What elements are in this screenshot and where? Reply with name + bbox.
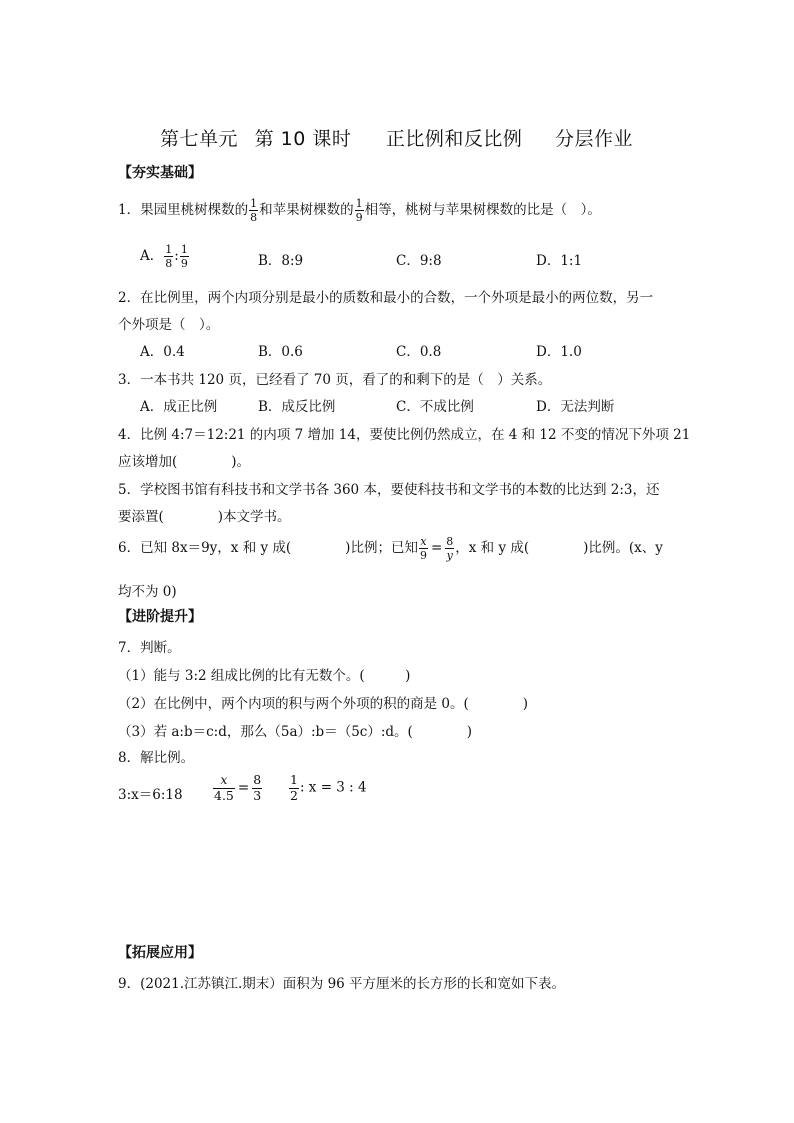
- title-topic: 正比例和反比例: [385, 128, 523, 150]
- question-8-head: 8．解比例。: [118, 750, 195, 766]
- q3-option-d: D．无法判断: [536, 399, 615, 415]
- question-3: 3．一本书共 120 页，已经看了 70 页，看了的和剩下的是（ ）关系。: [118, 372, 552, 388]
- equation-3: $\frac{1}{2}$ : x = 3 : 4: [290, 772, 367, 803]
- question-2-line-1: 2．在比例里，两个内项分别是最小的质数和最小的合数，一个外项是最小的两位数，另一: [118, 290, 654, 306]
- section-heading-extension: 【拓展应用】: [118, 945, 202, 961]
- page-title: [160, 124, 633, 151]
- section-heading-advanced: 【进阶提升】: [118, 609, 202, 625]
- question-7-item-1: （1）能与 3:2 组成比例的比有无数个。( ): [118, 668, 411, 684]
- q2-option-c: C．0.8: [396, 344, 442, 360]
- title-unit: 第七单元: [160, 128, 239, 150]
- fraction: $\frac{8}{y}$: [446, 535, 454, 562]
- fraction: $\frac{1}{8}$: [250, 197, 258, 224]
- section-heading-basic: 【夯实基础】: [118, 165, 202, 181]
- question-1: 1．果园里桃树棵数的 $\frac{1}{8}$ 和苹果树棵数的 $\frac{1}{9}$ 相等，桃树与苹果树棵数的比是（ ）。: [118, 197, 601, 224]
- equation-2: $\frac{x}{4.5}$ = $\frac{8}{3}$: [214, 772, 262, 803]
- q2-option-b: B．0.6: [258, 344, 303, 360]
- q1-option-b: B．8:9: [258, 253, 304, 269]
- question-2-line-2: 个外项是（ ）。: [118, 317, 220, 333]
- q3-option-b: B．成反比例: [258, 399, 336, 415]
- question-7-item-3: （3）若 a:b＝c:d，那么（5a）:b＝（5c）:d。( ): [118, 724, 473, 740]
- question-7-head: 7．判断。: [118, 640, 181, 656]
- fraction: $\frac{x}{9}$: [419, 535, 427, 562]
- q3-option-a: A．成正比例: [140, 399, 218, 415]
- q1-option-d: D．1:1: [536, 253, 583, 269]
- question-4-line-1: 4．比例 4:7＝12:21 的内项 7 增加 14，要使比例仍然成立，在 4 和 12 不变的情况下外项 21: [118, 427, 691, 443]
- q2-option-a: A．0.4: [140, 344, 185, 360]
- q3-option-c: C．不成比例: [396, 399, 474, 415]
- q1-option-a: A． $\frac{1}{8}$ : $\frac{1}{9}$: [140, 243, 188, 270]
- fraction: $\frac{1}{9}$: [355, 197, 363, 224]
- question-5-line-2: 要添置( )本文学书。: [118, 509, 291, 525]
- question-6-line-1: 6．已知 8x＝9y，x 和 y 成( )比例；已知 $\frac{x}{9}$ = $\frac{8}{y}$ ，x 和 y 成( )比例。(x、y: [118, 535, 663, 562]
- question-5-line-1: 5．学校图书馆有科技书和文学书各 360 本，要使科技书和文学书的本数的比达到 2:3，还: [118, 482, 660, 498]
- question-4-line-2: 应该增加( )。: [118, 454, 251, 470]
- question-9: 9．(2021.江苏镇江.期末）面积为 96 平方厘米的长方形的长和宽如下表。: [118, 976, 566, 992]
- q2-option-d: D．1.0: [536, 344, 582, 360]
- question-6-line-2: 均不为 0): [118, 584, 177, 600]
- equation-1: 3:x＝6:18: [118, 787, 183, 803]
- title-kind: 分层作业: [554, 128, 633, 150]
- title-lesson: 第 10 课时: [254, 128, 352, 150]
- q1-option-c: C．9:8: [396, 253, 442, 269]
- question-7-item-2: （2）在比例中，两个内项的积与两个外项的积的商是 0。( ): [118, 696, 529, 712]
